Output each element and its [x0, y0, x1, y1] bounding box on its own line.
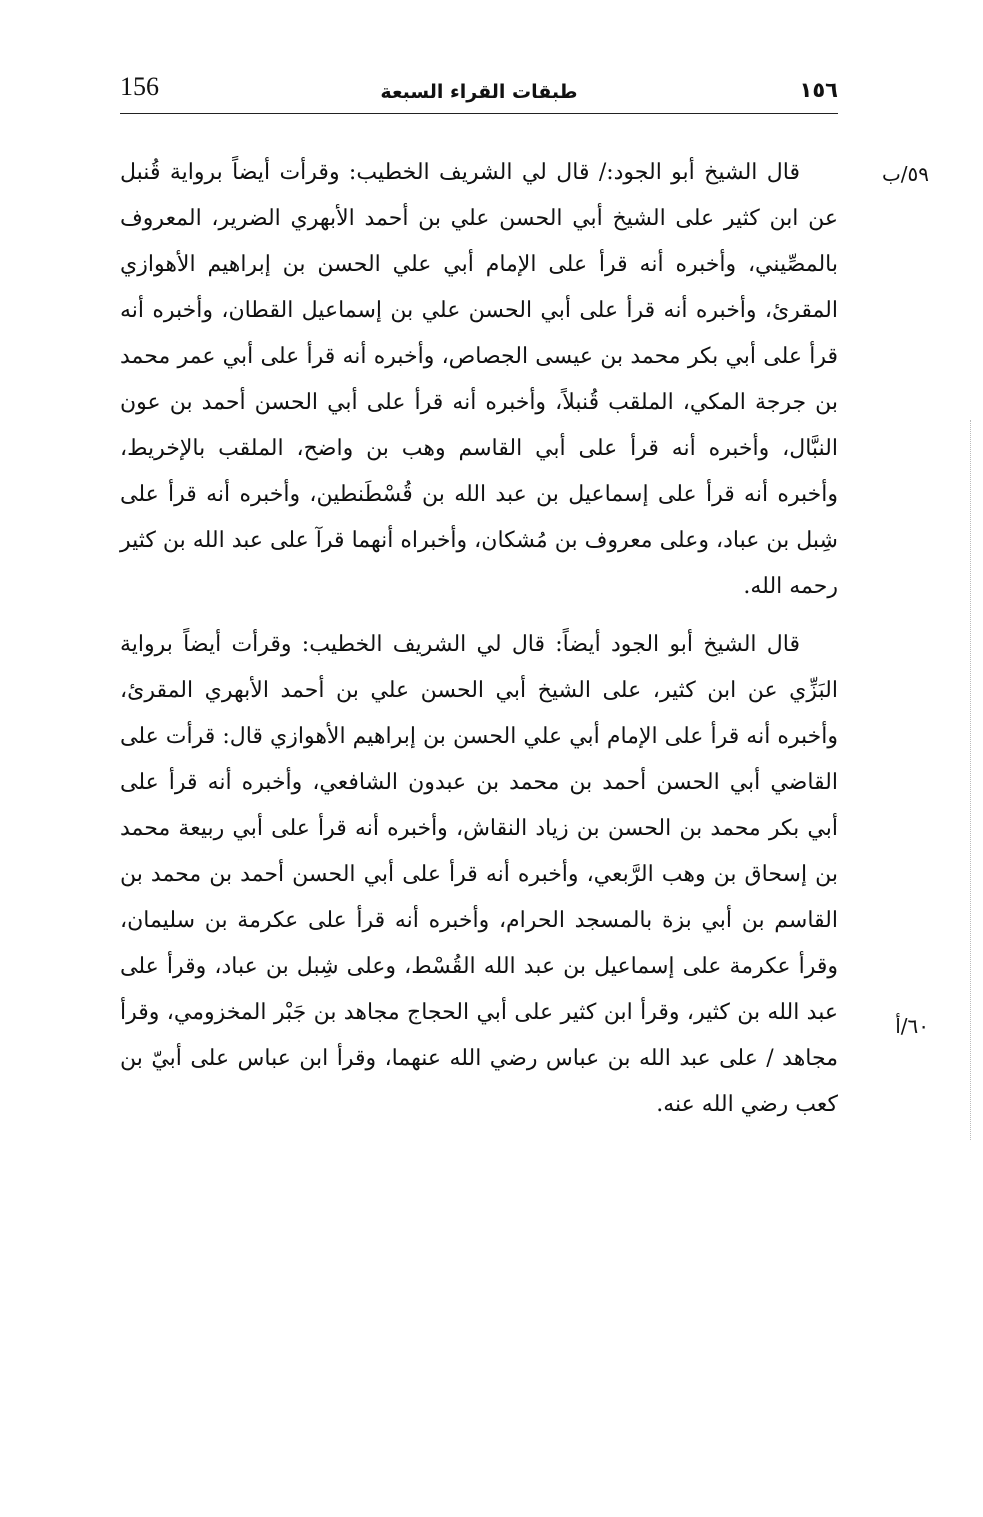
paragraph: قال الشيخ أبو الجود أيضاً: قال لي الشريف الخطيب: وقرأت أيضاً برواية البَزِّي عن ابن كثير، على الشيخ أبي الحسن علي بن أحمد الأبهري المقرئ، وأخبره أنه قرأ على الإمام أبي علي الحسن بن إبراهيم الأهوازي قال: قرأت على القاضي أبي الحسن أحمد بن محمد بن عبدون الشافعي، وأخبره أنه قرأ على أبي بكر محمد بن الحسن بن زياد النقاش، وأخبره أنه قرأ على أبي ربيعة محمد بن إسحاق بن وهب الرَّبعي، وأخبره أنه قرأ على أبي الحسن أحمد بن محمد بن القاسم بن أبي بزة بالمسجد الحرام، وأخبره أنه قرأ على عكرمة بن سليمان، وقرأ عكرمة على إسماعيل بن عبد الله القُسْط، وعلى شِبل بن عباد، وقرأ على عبد الله بن كثير، وقرأ ابن كثير على أبي الحجاج مجاهد بن جَبْر المخزومي، وقرأ مجاهد / على عبد الله بن عباس رضي الله عنهما، وقرأ ابن عباس على أبيّ بن كعب رضي الله عنه. [120, 632, 839, 1117]
header-divider [120, 113, 838, 114]
paragraph: قال الشيخ أبو الجود:/ قال لي الشريف الخطيب: وقرأت أيضاً برواية قُنبل عن ابن كثير على الشيخ أبي الحسن علي بن أحمد الأبهري الضرير، المعروف بالمصِّيني، وأخبره أنه قرأ على الإمام أبي علي الحسن بن إبراهيم الأهوازي المقرئ، وأخبره أنه قرأ على أبي الحسن علي بن إسماعيل القطان، وأخبره أنه قرأ على أبي بكر محمد بن عيسى الجصاص، وأخبره أنه قرأ على أبي عمر محمد بن جرجة المكي، الملقب قُنبلاً، وأخبره أنه قرأ على أبي الحسن أحمد بن عون النبَّال، وأخبره أنه قرأ على أبي القاسم وهب بن واضح، الملقب بالإخريط، وأخبره أنه قرأ على إسماعيل بن عبد الله بن قُسْطَنطين، وأخبره أنه قرأ على شِبل بن عباد، وعلى معروف بن مُشكان، وأخبراه أنهما قرآ على عبد الله بن كثير رحمه الله. [120, 160, 838, 599]
page-header [120, 72, 838, 106]
body-text [120, 150, 838, 1128]
page-number-arabic: ١٥٦ [799, 78, 838, 102]
scan-edge-line [969, 420, 971, 1140]
folio-marker: ٦٠/أ [895, 1014, 929, 1038]
running-title: طبقات القراء السبعة [380, 81, 578, 103]
folio-marker: ٥٩/ب [881, 162, 929, 186]
page-number-latin: 156 [120, 72, 159, 101]
